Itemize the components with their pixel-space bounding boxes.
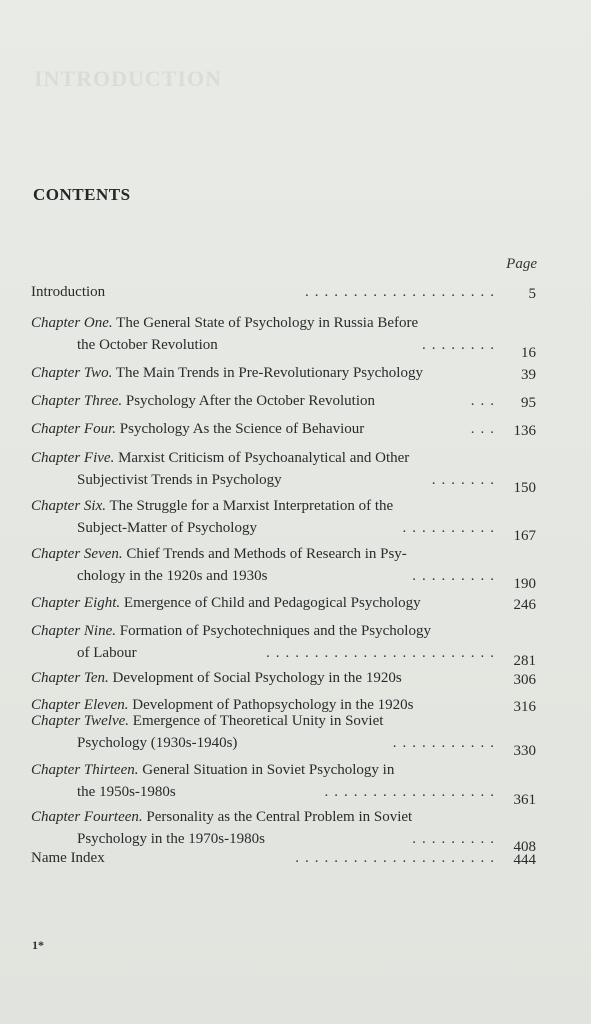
chapter-title-continued: of Labour — [77, 645, 137, 661]
toc-entry — [31, 806, 536, 855]
page-number: 361 — [513, 792, 536, 808]
chapter-number: Chapter Nine. — [31, 623, 116, 639]
page-number: 16 — [521, 345, 536, 361]
toc-entry-line — [31, 847, 536, 869]
toc-entry-line — [31, 732, 536, 759]
chapter-title: Development of Social Psychology in the 1920s — [112, 670, 402, 686]
chapter-title-continued: the October Revolution — [77, 337, 218, 353]
toc-entry-line — [31, 806, 536, 828]
chapter-title: General Situation in Soviet Psychology in — [142, 762, 395, 778]
toc-entry — [31, 592, 536, 614]
toc-entry-title — [31, 393, 375, 409]
toc-entry-line — [31, 517, 536, 544]
dot-leader: ... — [470, 421, 500, 437]
dot-leader: ....... — [431, 472, 500, 488]
toc-entry-title — [31, 670, 402, 686]
dot-leader: ......... — [412, 568, 500, 584]
chapter-title: Emergence of Child and Pedagogical Psychology — [123, 595, 421, 611]
toc-entry — [31, 418, 536, 440]
signature-mark: 1* — [32, 938, 44, 952]
toc-entry-line — [31, 469, 536, 496]
toc-entry-title — [31, 595, 421, 611]
page-title: CONTENTS — [33, 185, 131, 204]
page-number: 136 — [513, 423, 536, 439]
page-number: 281 — [513, 653, 536, 669]
toc-entry-line — [31, 642, 536, 669]
chapter-title: The Main Trends in Pre-Revolutionary Psychology — [115, 365, 423, 381]
chapter-number: Chapter Three. — [31, 393, 123, 409]
toc-entry-line — [31, 759, 536, 781]
chapter-title: The Struggle for a Marxist Interpretation of the — [109, 498, 394, 514]
dot-leader: ......... — [412, 831, 500, 847]
page-number: 167 — [513, 528, 536, 544]
chapter-number: Chapter Thirteen. — [31, 762, 139, 778]
toc-entry-line — [31, 592, 536, 614]
chapter-number: Chapter Twelve. — [31, 713, 130, 729]
page-number: 150 — [513, 480, 536, 496]
chapter-title-continued: Subject-Matter of Psychology — [77, 520, 257, 536]
page-number: 306 — [513, 672, 536, 688]
chapter-title: Development of Pathopsychology in the 1920s — [132, 697, 414, 713]
show-through-text: INTRODUCTION — [34, 66, 223, 91]
chapter-title: Name Index — [31, 850, 105, 866]
toc-entry-line — [31, 710, 536, 732]
chapter-title-continued: chology in the 1920s and 1930s — [77, 568, 268, 584]
chapter-title: Psychology As the Science of Behaviour — [119, 421, 365, 437]
chapter-title: Emergence of Theoretical Unity in Soviet — [132, 713, 384, 729]
chapter-number: Chapter Eleven. — [31, 697, 129, 713]
toc-entry-line — [31, 620, 536, 642]
chapter-number: Chapter Fourteen. — [31, 809, 143, 825]
chapter-number: Chapter Two. — [31, 365, 113, 381]
toc-entry — [31, 847, 536, 869]
toc-entry-title — [31, 710, 383, 732]
page-number: 5 — [528, 286, 536, 302]
toc-entry-title — [31, 421, 364, 437]
chapter-title-continued: Psychology (1930s-1940s) — [77, 735, 238, 751]
dot-leader: ........................ — [266, 645, 500, 661]
toc-entry-line — [31, 495, 536, 517]
chapter-number: Chapter Eight. — [31, 595, 121, 611]
toc-entry — [31, 667, 536, 689]
page-number: 190 — [513, 576, 536, 592]
chapter-title: Chief Trends and Methods of Research in Psy- — [126, 546, 407, 562]
toc-entry — [31, 447, 536, 496]
toc-entry-title — [31, 759, 394, 781]
chapter-title: Formation of Psychotechniques and the Psychology — [119, 623, 431, 639]
chapter-title-continued: Subjectivist Trends in Psychology — [77, 472, 282, 488]
chapter-title: Introduction — [31, 284, 106, 300]
chapter-title: Psychology After the October Revolution — [125, 393, 375, 409]
toc-entry-title — [31, 806, 412, 828]
dot-leader: ..................... — [295, 850, 500, 866]
chapter-title: Personality as the Central Problem in Soviet — [146, 809, 413, 825]
chapter-number: Chapter One. — [31, 315, 113, 331]
toc-entry-title — [31, 620, 431, 642]
dot-leader: ........ — [422, 337, 500, 353]
page-number: 444 — [513, 852, 536, 868]
toc-entry — [31, 759, 536, 808]
toc-entry-title — [31, 543, 407, 565]
toc-entry-line — [31, 390, 536, 412]
toc-entry — [31, 281, 536, 303]
toc-entry — [31, 362, 536, 384]
page-number: 246 — [513, 597, 536, 613]
toc-entry — [31, 495, 536, 544]
toc-entry-title — [31, 365, 423, 381]
toc-entry-title — [31, 284, 105, 300]
dot-leader: ........... — [392, 735, 500, 751]
dot-leader: .................. — [324, 784, 500, 800]
dot-leader: ... — [470, 393, 500, 409]
toc-entry-title — [31, 312, 418, 334]
chapter-title-continued: Psychology in the 1970s-1980s — [77, 831, 265, 847]
toc-entry-line — [31, 781, 536, 808]
toc-entry-line — [31, 565, 536, 592]
toc-entry-line — [31, 447, 536, 469]
toc-entry — [31, 710, 536, 759]
toc-entry-line — [31, 362, 536, 384]
chapter-title-continued: the 1950s-1980s — [77, 784, 176, 800]
page-number: 330 — [513, 743, 536, 759]
page-number: 95 — [521, 395, 536, 411]
chapter-number: Chapter Four. — [31, 421, 117, 437]
toc-entry-line — [31, 543, 536, 565]
toc-entry — [31, 543, 536, 592]
toc-entry — [31, 312, 536, 361]
toc-entry-line — [31, 281, 536, 303]
chapter-number: Chapter Five. — [31, 450, 115, 466]
toc-entry — [31, 620, 536, 669]
toc-entry-line — [31, 334, 536, 361]
page-number: 408 — [513, 839, 536, 855]
page-column-label: Page — [506, 256, 537, 272]
chapter-title: The General State of Psychology in Russia Before — [116, 315, 419, 331]
page-number: 316 — [513, 699, 536, 715]
dot-leader: .......... — [402, 520, 500, 536]
chapter-title: Marxist Criticism of Psychoanalytical and Other — [118, 450, 410, 466]
toc-entry-line — [31, 418, 536, 440]
toc-entry — [31, 390, 536, 412]
toc-entry-line — [31, 312, 536, 334]
toc-entry-title — [31, 850, 105, 866]
page-number: 39 — [521, 367, 536, 383]
chapter-number: Chapter Ten. — [31, 670, 109, 686]
toc-entry-title — [31, 447, 409, 469]
chapter-number: Chapter Six. — [31, 498, 106, 514]
dot-leader: .................... — [305, 284, 500, 300]
toc-entry-title — [31, 495, 393, 517]
toc-entry-line — [31, 667, 536, 689]
chapter-number: Chapter Seven. — [31, 546, 123, 562]
